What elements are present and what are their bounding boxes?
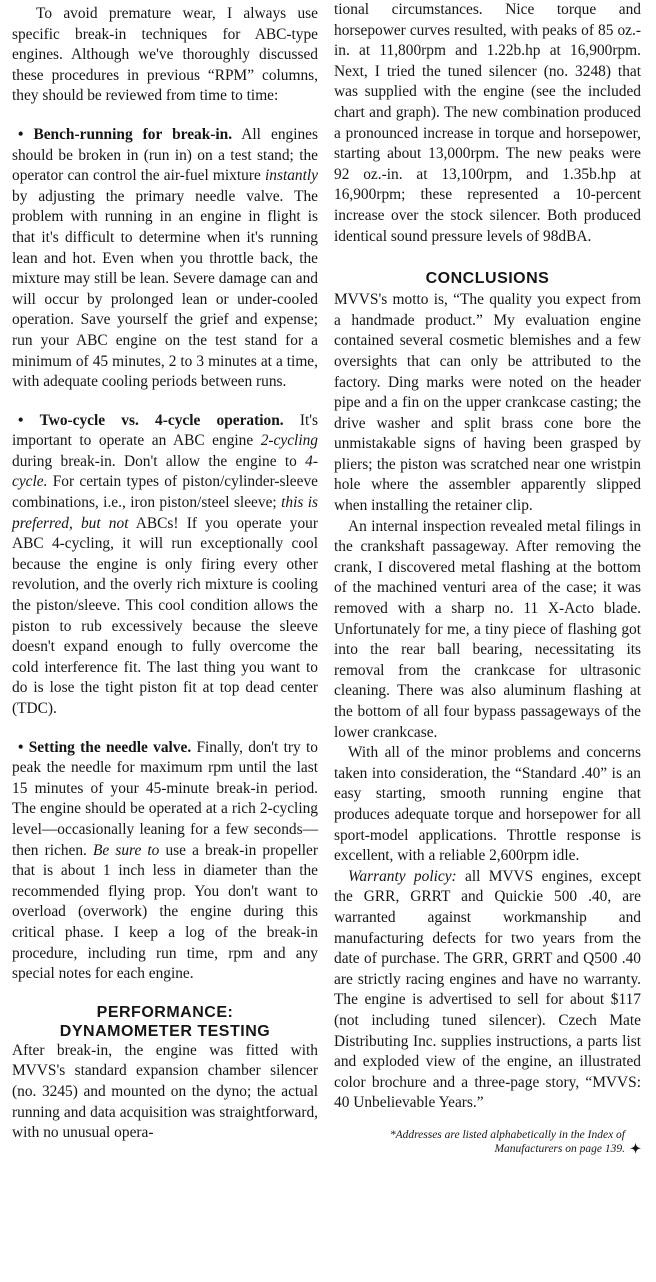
bullet-mark: • — [18, 125, 24, 143]
footnote-text: *Addresses are listed alphabetically in the Index of Manufacturers on page 139. — [389, 1128, 625, 1155]
needle-valve-lead: Setting the needle valve. — [28, 738, 192, 756]
right-column — [334, 0, 641, 1156]
performance-paragraph-continued: tional circumstances. Nice torque and horsepower curves resulted, with peaks of 85 oz.-in. at 11,800rpm and 1.22b.hp at 16,900rpm. Next, I tried the tuned silencer (no. 3248) that was supplied with the engine (see the included chart and graph). The new combination produced a pronounced increase in torque and horsepower, starting about 13,000rpm. The new peaks were 92 oz.-in. at 13,100rpm, and 1.35b.hp at 16,900rpm; these represented a 10-percent increase over the stock silencer. Both produced identical sound pressure levels of 98dBA. — [334, 1, 641, 245]
needle-text: use a break-in propeller that is about 1 inch less in diameter than the recommended flying prop. You don't want to overload (overwork) the engine during this critical phase. I keep a log of the break-in procedure, including run time, rpm and any special notes for each engine. — [12, 841, 318, 983]
intro-paragraph: To avoid premature wear, I always use specific break-in techniques for ABC-type engines. Although we've thoroughly discussed these procedures in previous “RPM” columns, they should be reviewed from time to time: — [12, 5, 318, 105]
two-cycle-paragraph — [12, 411, 318, 720]
two-cycle-emphasis: this is preferred, but not — [12, 494, 319, 532]
conclusions-paragraph-2: An internal inspection revealed metal filings in the crankshaft passageway. After removing the crank, I discovered metal flashing at the bottom of the machined venturi area of the case; it was removed with a sharp no. 11 X-Acto blade. Unfortunately for me, a tiny piece of flashing got into the rear ball bearing, necessitating its removal from the crankcase for ultrasonic cleaning. There was also aluminum flashing at the bottom of all four bypass passageways of the lower crankcase. — [334, 517, 641, 741]
two-cycle-text: during break-in. Don't allow the engine to — [12, 452, 306, 470]
bench-emphasis: instantly — [264, 167, 318, 185]
end-mark-icon: ✦ — [630, 1140, 641, 1156]
performance-heading-line1: PERFORMANCE: — [96, 1003, 234, 1021]
bullet-mark: • — [18, 411, 24, 429]
conclusions-paragraph-3: With all of the minor problems and concerns taken into consideration, the “Standard .40” is an easy starting, smooth running engine that produces adequate torque and horsepower for all sport-model applications. Throttle response is excellent, with a reliable 2,600rpm idle. — [334, 744, 641, 865]
conclusions-paragraph-1: MVVS's motto is, “The quality you expect from a handmade product.” My evaluation engine contained several cosmetic blemishes and a few oversights that can only be attributed to the factory. Ding marks were noted on the header pipe and a fin on the upper crankcase casting; the drive washer and split brass cone bore the unmistakable signs of having been grasped by pliers; the piston was scratched near one wristpin hole where the assembler apparently slipped when installing the retainer clip. — [334, 291, 641, 515]
two-cycle-text: ABCs! If you operate your ABC 4-cycling, it will run exceptionally cool because the engine is only firing every other revolution, and the overly rich mixture is cooling the piston/sleeve. This cool condition allows the piston to rub excessively because the sleeve doesn't expand enough to fully overcome the cold interference fit. The last thing you want to do is lose the tight piston fit at top dead center (TDC). — [12, 514, 318, 717]
bench-text: by adjusting the primary needle valve. The problem with running in an engine in flight is that it's difficult to determine when it's running lean and hot. Even when you throttle back, the mixture may still be lean. Severe damage can and will occur by prolonged lean or under-cooled operation. Save yourself the grief and expense; run your ABC engine on the test stand for a minimum of 45 minutes, 2 to 3 minutes at a time, with adequate cooling periods between runs. — [12, 187, 318, 391]
needle-valve-paragraph — [12, 738, 318, 985]
two-cycle-text: For certain types of piston/cylinder-sleeve combinations, i.e., iron piston/steel sleeve; — [12, 473, 318, 512]
performance-heading-line2: DYNAMOMETER TESTING — [59, 1022, 271, 1040]
bench-running-lead: Bench-running for break-in. — [33, 125, 233, 143]
needle-emphasis: Be sure to — [93, 841, 160, 859]
bench-running-paragraph — [12, 125, 318, 393]
left-column — [12, 0, 318, 1144]
two-cycle-lead: Two-cycle vs. 4-cycle operation. — [39, 411, 284, 429]
footnote — [334, 1128, 641, 1156]
warranty-paragraph — [334, 867, 641, 1114]
conclusions-heading: CONCLUSIONS — [425, 270, 550, 288]
two-cycle-emphasis: 2-cycling — [260, 432, 318, 450]
two-cycle-emphasis: 4-cycle. — [12, 452, 318, 491]
performance-heading — [12, 1003, 318, 1041]
needle-text: Finally, don't try to peak the needle for maximum rpm until the last 15 minutes of your 45-minute break-in period. The engine should be operated at a rich 2-cycling level—occasionally leaning for a few seconds—then richen. — [12, 738, 318, 859]
warranty-text: all MVVS engines, except the GRR, GRRT and Quickie 500 .40, are warranted against workmanship and manufacturing defects for two years from the date of purchase. The GRR, GRRT and Q500 .40 are strictly racing engines and have no warranty. The engine is advertised to sell for about $117 (not including tuned silencer). Czech Mate Distributing Inc. supplies instructions, a parts list and exploded view of the engine, an illustrated color brochure and a three-page story, “MVVS: 40 Unbelievable Years.” — [334, 867, 641, 1112]
performance-paragraph: After break-in, the engine was fitted with MVVS's standard expansion chamber silencer (no. 3245) and mounted on the dyno; the actual running and data acquisition was straightforward, with no unusual opera- — [12, 1041, 318, 1142]
bullet-mark: • — [18, 738, 24, 756]
bench-text: All engines should be broken in (run in) on a test stand; the operator can control the air-fuel mixture — [12, 125, 319, 185]
two-cycle-text: It's important to operate an ABC engine — [12, 411, 318, 450]
warranty-label: Warranty policy: — [348, 867, 457, 885]
